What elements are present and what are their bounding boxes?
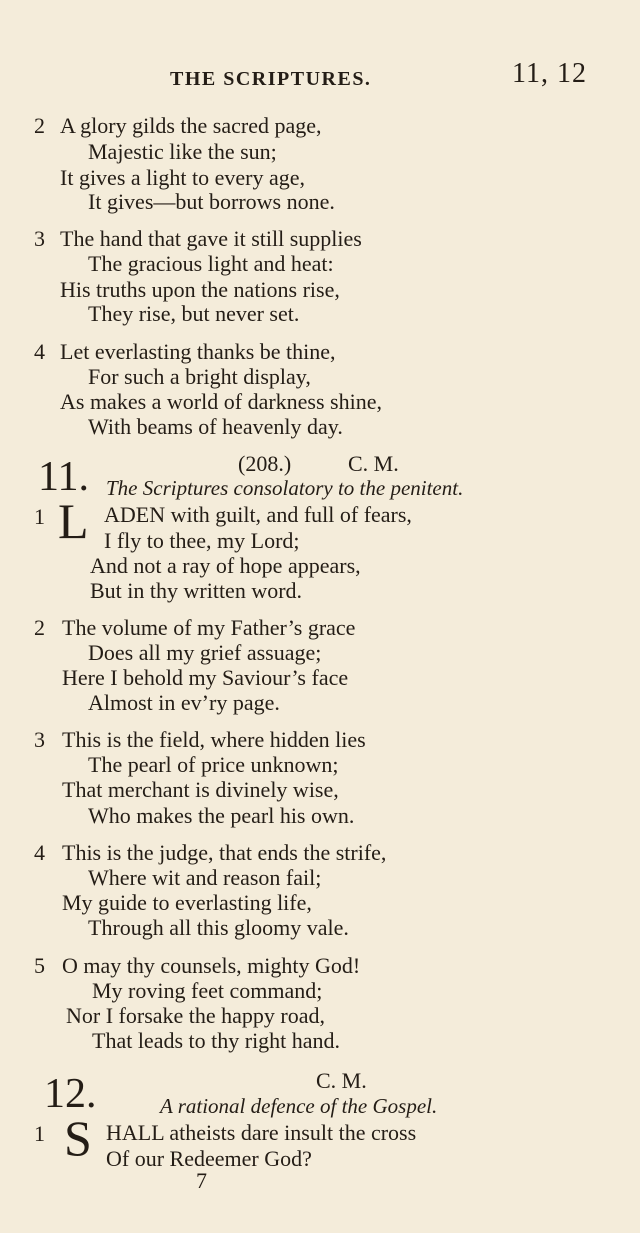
stanza-number: 1 — [34, 504, 45, 529]
verse-line: My roving feet command; — [92, 978, 323, 1003]
verse-line: ADEN with guilt, and full of fears, — [104, 502, 412, 527]
verse-line: Almost in ev’ry page. — [88, 690, 280, 715]
verse-line: My guide to everlasting life, — [62, 890, 312, 915]
verse-line: Of our Redeemer God? — [106, 1146, 312, 1171]
verse-line: The gracious light and heat: — [88, 251, 334, 276]
verse-line: That merchant is divinely wise, — [62, 777, 339, 802]
drop-cap: S — [64, 1110, 92, 1166]
verse-line: It gives a light to every age, — [60, 165, 305, 190]
stanza-number: 4 — [34, 840, 45, 865]
verse-line: It gives—but borrows none. — [88, 189, 335, 214]
hymn-title: A rational defence of the Gospel. — [160, 1094, 438, 1118]
verse-line: Majestic like the sun; — [88, 139, 277, 164]
drop-cap: L — [58, 493, 89, 549]
hymn-number: 11. — [38, 454, 89, 500]
verse-line: This is the field, where hidden lies — [62, 727, 366, 752]
verse-line: O may thy counsels, mighty God! — [62, 953, 361, 978]
verse-line: But in thy written word. — [90, 578, 303, 603]
verse-line: A glory gilds the sacred page, — [60, 113, 322, 138]
verse-line: And not a ray of hope appears, — [90, 553, 361, 578]
page-hymn-numbers: 11, 12 — [512, 58, 587, 89]
verse-line: Let everlasting thanks be thine, — [60, 339, 336, 364]
stanza-number: 5 — [34, 953, 45, 978]
verse-line: Who makes the pearl his own. — [88, 803, 355, 828]
verse-line: The volume of my Father’s grace — [62, 615, 356, 640]
stanza-number: 2 — [34, 615, 45, 640]
stanza-number: 3 — [34, 727, 45, 752]
verse-line: For such a bright display, — [88, 364, 311, 389]
hymn-title: The Scriptures consolatory to the penitent. — [106, 476, 464, 500]
verse-line: That leads to thy right hand. — [92, 1028, 341, 1053]
hymn-reference: (208.) — [238, 451, 292, 476]
verse-line: The hand that gave it still supplies — [60, 226, 362, 251]
stanza-number: 2 — [34, 113, 45, 138]
verse-line: The pearl of price unknown; — [88, 752, 339, 777]
verse-line: Through all this gloomy vale. — [88, 915, 349, 940]
verse-line: With beams of heavenly day. — [88, 414, 343, 439]
stanza-number: 4 — [34, 339, 45, 364]
verse-line: This is the judge, that ends the strife, — [62, 840, 387, 865]
hymn-number: 12. — [44, 1071, 97, 1117]
verse-line: I fly to thee, my Lord; — [104, 528, 300, 553]
verse-line: As makes a world of darkness shine, — [60, 389, 382, 414]
verse-line: Does all my grief assuage; — [88, 640, 322, 665]
verse-line: Nor I forsake the happy road, — [66, 1003, 326, 1028]
stanza-number: 3 — [34, 226, 45, 251]
stanza-number: 1 — [34, 1121, 45, 1146]
verse-line: HALL atheists dare insult the cross — [106, 1120, 417, 1145]
hymn-meter: C. M. — [348, 451, 399, 476]
verse-line: They rise, but never set. — [88, 301, 300, 326]
running-head: THE SCRIPTURES. — [170, 68, 372, 90]
verse-line: Here I behold my Saviour’s face — [62, 665, 349, 690]
verse-line: His truths upon the nations rise, — [60, 277, 340, 302]
signature-mark: 7 — [196, 1168, 207, 1193]
hymn-meter: C. M. — [316, 1068, 367, 1093]
verse-line: Where wit and reason fail; — [88, 865, 322, 890]
